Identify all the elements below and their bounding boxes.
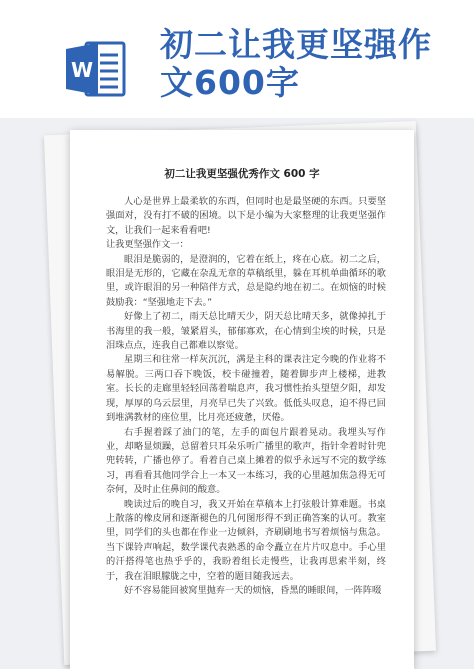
paragraph-intro: 人心是世界上最柔软的东西，但同时也是最坚硬的东西。只要坚强面对，没有打不破的困境。以下是小编为大家整理的让我更坚强作文，让我们一起来看看吧! <box>106 196 386 236</box>
paragraph: 好像上了初二，雨天总比晴天少，阴天总比晴天多，就像掉扎于书海里的我一般，皱紧眉头，郁郁寡欢，在心情到尘埃的时候，只是泪珠点点，连我自己都难以察觉。 <box>106 311 386 352</box>
paragraph: 星期三和往常一样灰沉沉，满是主科的课表注定今晚的作业将不易解脱。三两口吞下晚饭，校卡碰撞着，随着脚步声上楼梯，进教室。长长的走廊里轻轻回荡着喘息声，我习惯性抬头望望夕阳，却发现，厚厚的乌云层里，月亮早已失了兴致。低低头叹息，迫不得已回到堆满教材的座位里，比月亮还疲惫，厌倦。 <box>106 354 386 424</box>
paragraph: 右手握着踩了油门的笔，左手的面包片跟着晃动。我埋头写作业，却略显烦躁，总留着只耳朵乐听广播里的歌声，指针伞着时针兜兜转转，广播也停了。看着自己桌上摊着的似乎永远写不完的数学练习，再看看其他同学合上一本又一本练习，我的心里越加焦急得无可奈何，及时止住鼻间的酸意。 <box>106 426 386 496</box>
word-document-icon <box>64 39 128 99</box>
banner-title-line-2: 文600字 <box>160 63 300 102</box>
banner <box>0 0 474 120</box>
document-title: 初二让我更坚强优秀作文 600 字 <box>164 168 320 180</box>
document-page <box>70 130 414 669</box>
banner-title <box>160 26 460 102</box>
word-icon-letter: W <box>70 58 94 82</box>
banner-title-line-1: 初二让我更坚强作 <box>160 25 432 64</box>
paragraph: 眼泪是脆弱的，是澄润的，它着在纸上，疼在心底。初二之后，眼泪是无形的，它藏在杂乱无章的草稿纸里，躲在耳机单曲循环的歌里，或许眼泪的另一种陪伴方式，总是隐约地在初二。在烦恼的时候鼓励我：“坚强地走下去。” <box>106 253 386 308</box>
paragraph: 好不容易能回被窝里抛弃一天的烦恼，昏黑的睡眼间，一阵阵啜 <box>124 584 382 596</box>
paragraph: 晚读过后的晚自习，我又开始在草稿本上打弦般计算难题。书桌上散落的橡皮屑和逐渐褪色的几何图形得不到正确答案的认可。教室里，同学们的头也都在作业一边倾斜，齐刷刷地书写着烦恼与焦急。当下课铃声响起，数学课代表熟悉的命令矗立在片片叹息中。手心里的汗搭得笔也热乎乎的，我盼着组长走慢些，让我再思索半刻，终于，我在泪眼朦胧之中，空着的题目随我远去。 <box>106 498 386 582</box>
section-heading: 让我更坚强作文一： <box>106 239 189 251</box>
